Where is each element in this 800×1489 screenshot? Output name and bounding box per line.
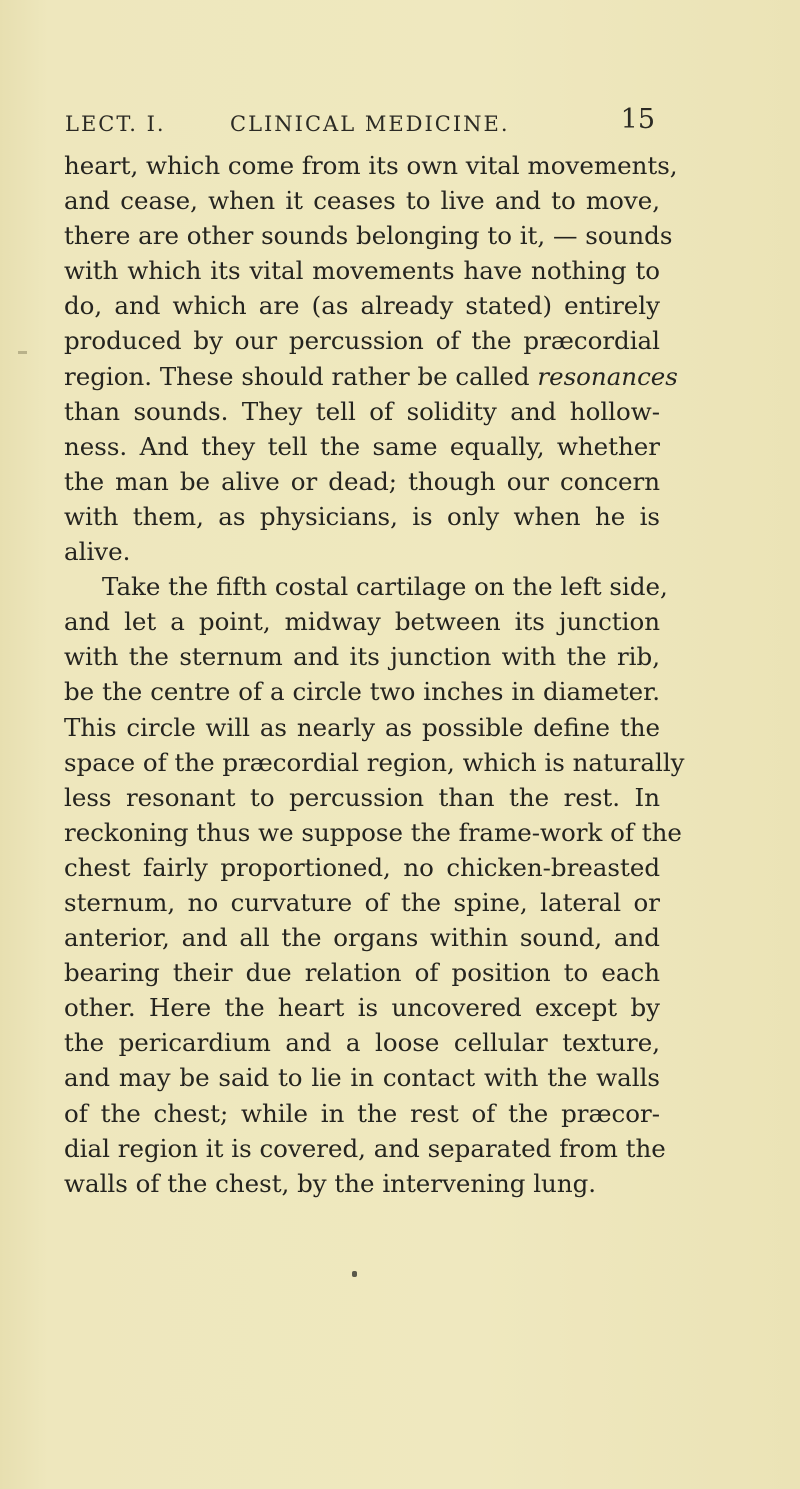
ink-speck bbox=[352, 1271, 357, 1277]
text-line-start: region. These should rather be called bbox=[64, 361, 538, 391]
header-lecture: LECT. I. bbox=[65, 112, 166, 136]
text-line bbox=[64, 359, 678, 394]
text-line: space of the præcordial region, which is naturally bbox=[64, 747, 685, 777]
text-line: and let a point, midway between its junction bbox=[64, 607, 660, 637]
text-line: with them, as physicians, is only when he is bbox=[64, 501, 660, 531]
text-line: ness. And they tell the same equally, whether bbox=[64, 431, 660, 461]
text-line: bearing their due relation of position to each bbox=[64, 958, 660, 988]
margin-mark bbox=[18, 351, 27, 354]
text-line: dial region it is covered, and separated from the bbox=[64, 1133, 666, 1163]
header-title: CLINICAL MEDICINE. bbox=[230, 112, 510, 136]
text-line: and cease, when it ceases to live and to move, bbox=[64, 186, 660, 216]
text-line: with the sternum and its junction with the rib, bbox=[64, 642, 660, 672]
text-line: reckoning thus we suppose the frame-work of the bbox=[64, 817, 682, 847]
text-line: heart, which come from its own vital movements, bbox=[64, 151, 678, 180]
text-line: with which its vital movements have nothing to bbox=[64, 256, 660, 286]
running-header bbox=[65, 104, 655, 144]
text-line: be the centre of a circle two inches in diameter. bbox=[64, 677, 660, 707]
text-line: sternum, no curvature of the spine, lateral or bbox=[64, 887, 660, 917]
text-line: the man be alive or dead; though our concern bbox=[64, 466, 660, 496]
text-line: of the chest; while in the rest of the præcor- bbox=[64, 1098, 660, 1128]
text-line: the pericardium and a loose cellular texture, bbox=[64, 1028, 660, 1058]
text-line: other. Here the heart is uncovered except by bbox=[64, 993, 660, 1023]
text-line: produced by our percussion of the præcordial bbox=[64, 326, 660, 356]
text-line: walls of the chest, by the intervening lung. bbox=[64, 1168, 597, 1198]
page-number: 15 bbox=[620, 104, 655, 135]
text-line: chest fairly proportioned, no chicken-breasted bbox=[64, 852, 660, 882]
paragraph-start: Take the fifth costal cartilage on the left side, bbox=[102, 572, 668, 602]
text-line: This circle will as nearly as possible define the bbox=[64, 712, 660, 742]
text-line: anterior, and all the organs within sound, and bbox=[64, 923, 660, 953]
body-text bbox=[64, 148, 685, 1201]
text-line: alive. bbox=[64, 537, 131, 567]
text-line: than sounds. They tell of solidity and hollow- bbox=[64, 396, 660, 426]
italic-term: resonances bbox=[537, 361, 678, 391]
text-line: do, and which are (as already stated) entirely bbox=[64, 291, 660, 321]
text-line: and may be said to lie in contact with the walls bbox=[64, 1063, 660, 1093]
text-line: there are other sounds belonging to it, — sounds bbox=[64, 221, 673, 251]
text-line: less resonant to percussion than the rest. In bbox=[64, 782, 660, 812]
